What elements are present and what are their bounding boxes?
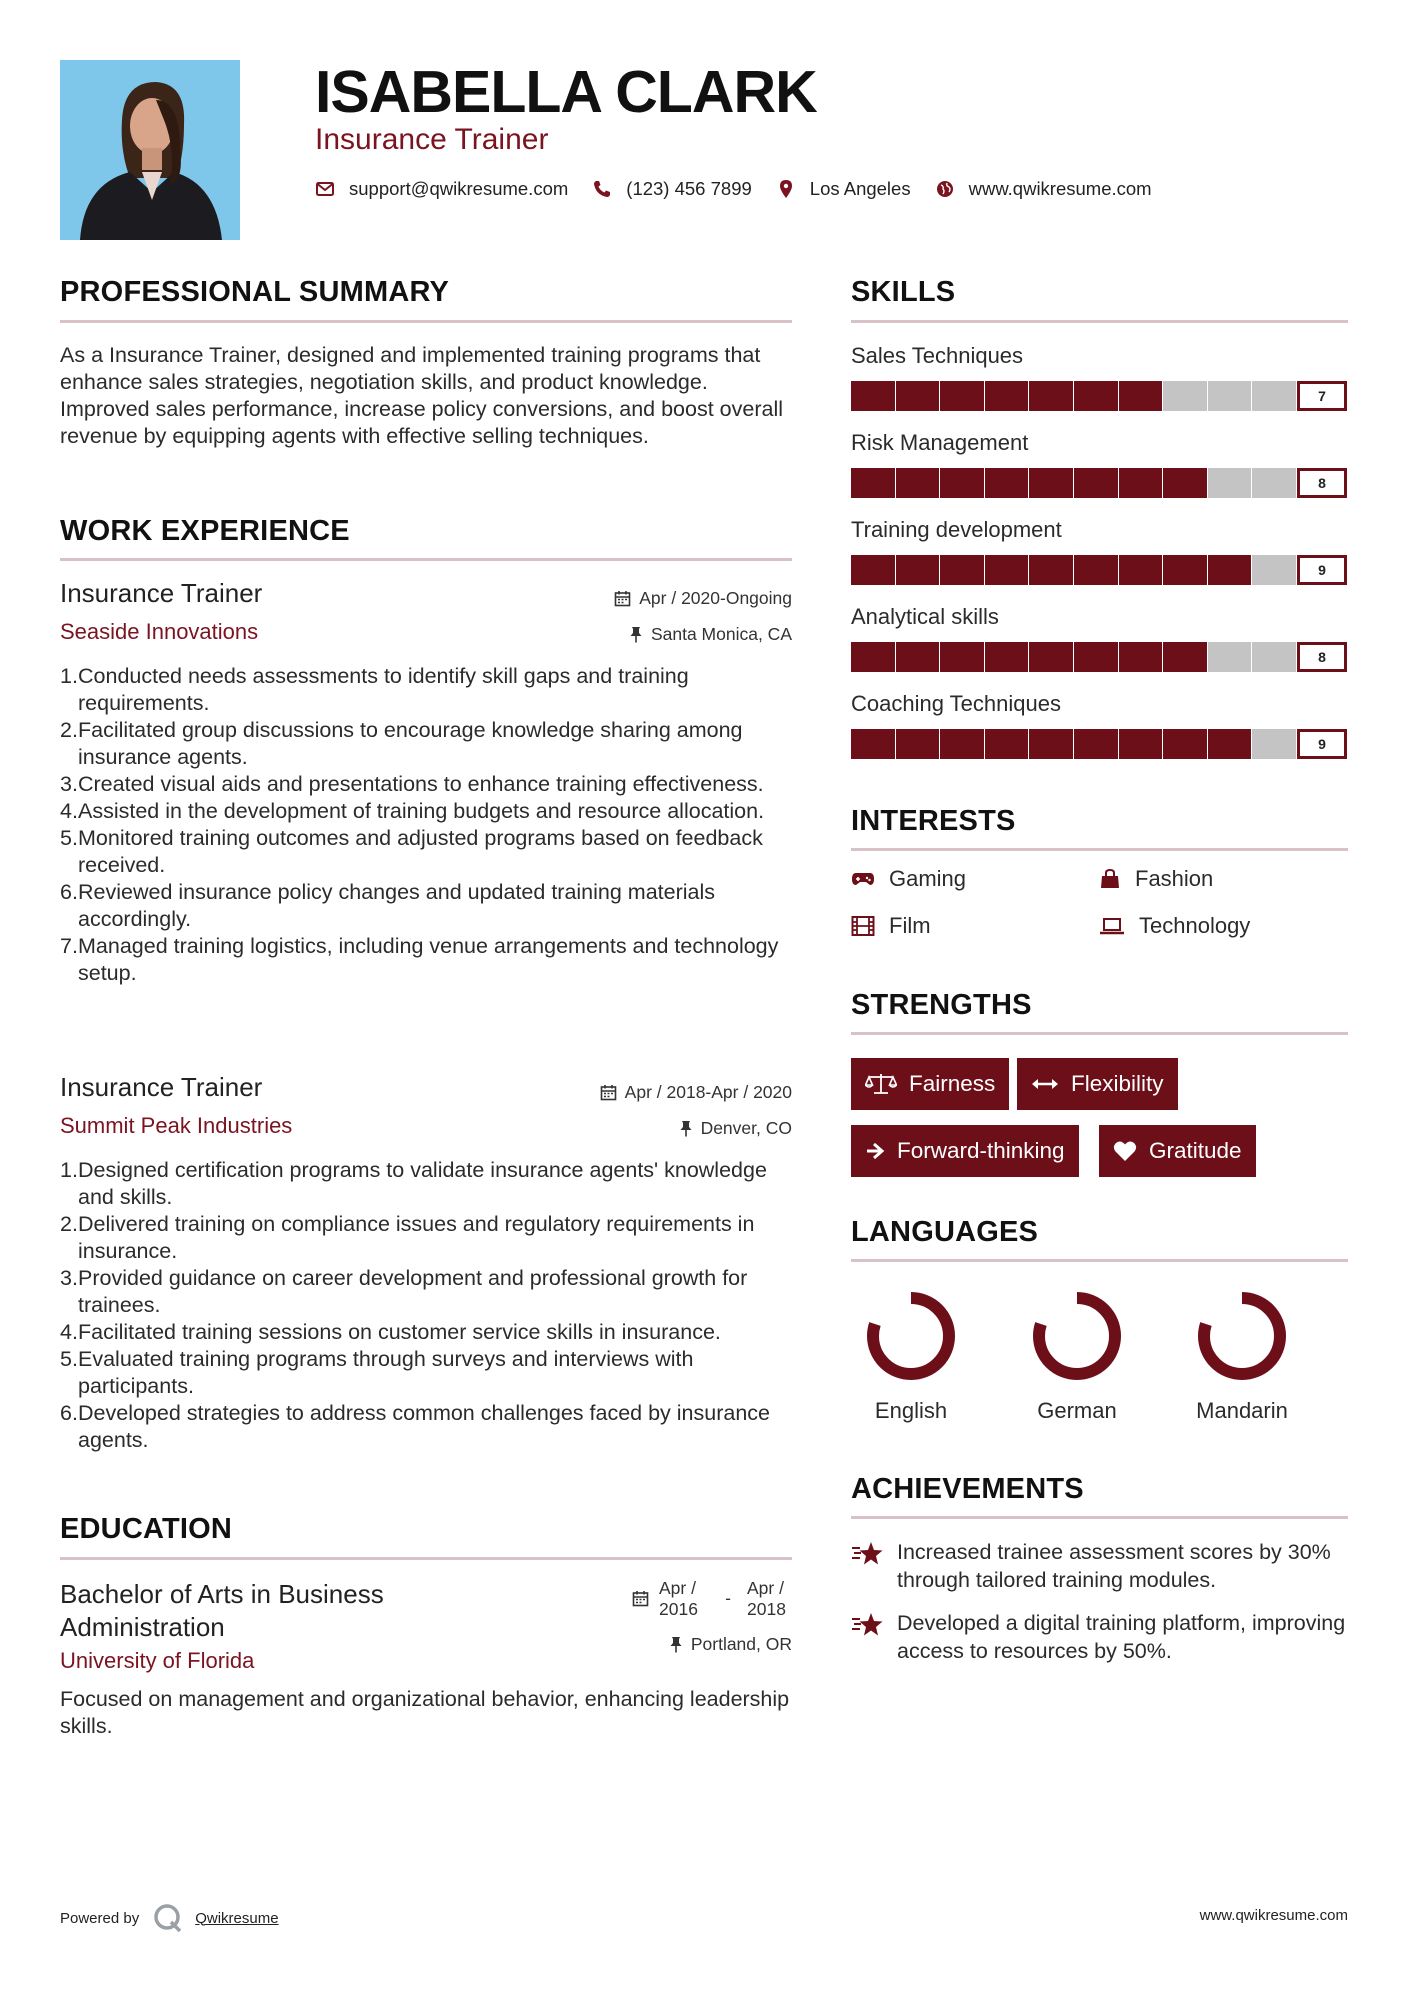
job-bullets — [60, 663, 792, 987]
strength-badge: Forward-thinking — [851, 1125, 1079, 1177]
contact-website[interactable]: www.qwikresume.com — [968, 178, 1152, 199]
list-item: 1. Designed certification programs to validate insurance agents' knowledge and skills. — [60, 1158, 767, 1209]
contact-bar — [315, 178, 1176, 200]
language-item — [851, 1286, 971, 1424]
skill-segment-filled — [1163, 555, 1207, 585]
skill-segment-filled — [1119, 381, 1163, 411]
skill-segment-filled — [1029, 381, 1073, 411]
skill-segment-empty — [1252, 381, 1296, 411]
skills-divider — [851, 320, 1348, 323]
skill-segment-empty — [1163, 381, 1207, 411]
calendar-icon — [614, 590, 631, 607]
skill-segment-filled — [851, 642, 895, 672]
list-item: 4. Assisted in the development of training budgets and resource allocation. — [60, 799, 765, 823]
phone-icon — [592, 179, 612, 199]
interests-heading: INTERESTS — [851, 805, 1016, 837]
candidate-name: ISABELLA CLARK — [315, 59, 817, 125]
school: University of Florida — [60, 1648, 255, 1673]
skill-level-box: 8 — [1297, 642, 1347, 672]
job-entry — [60, 1072, 792, 1454]
pin-icon — [669, 1636, 683, 1653]
footer-brand-link[interactable]: Qwikresume — [195, 1909, 279, 1927]
skill-level-box: 8 — [1297, 468, 1347, 498]
skill-level-box: 7 — [1297, 381, 1347, 411]
calendar-icon — [600, 1084, 617, 1101]
skill-segment-filled — [1119, 729, 1163, 759]
skill-segment-filled — [1163, 729, 1207, 759]
list-item: 5. Evaluated training programs through surveys and interviews with participants. — [60, 1347, 694, 1398]
list-item: 6. Developed strategies to address common challenges faced by insurance agents. — [60, 1401, 770, 1452]
skill-segment-filled — [1119, 642, 1163, 672]
list-item: 2. Delivered training on compliance issues and regulatory requirements in insurance. — [60, 1212, 755, 1263]
skill-segment-filled — [851, 729, 895, 759]
skill-segment-filled — [896, 642, 940, 672]
skill-bar — [851, 729, 1347, 759]
skill-segment-filled — [896, 555, 940, 585]
arrow-right-icon — [865, 1141, 885, 1161]
job-dates-text: Apr / 2018-Apr / 2020 — [624, 1082, 792, 1102]
contact-phone[interactable]: (123) 456 7899 — [626, 178, 752, 199]
list-item: 4. Facilitated training sessions on customer service skills in insurance. — [60, 1320, 721, 1344]
interest-item: Gaming — [851, 866, 966, 892]
skill-segment-filled — [985, 555, 1029, 585]
language-item — [1182, 1286, 1302, 1424]
language-name: English — [874, 1398, 948, 1423]
education-dates: Apr / 2016 - Apr / 2018 — [632, 1578, 792, 1620]
language-ring — [861, 1286, 961, 1386]
star-icon — [851, 1611, 885, 1637]
skill-segment-filled — [1119, 555, 1163, 585]
summary-divider — [60, 320, 792, 323]
star-icon — [851, 1540, 885, 1566]
list-item: 2. Facilitated group discussions to encourage knowledge sharing among insurance agents. — [60, 718, 743, 769]
skill-segment-filled — [940, 555, 984, 585]
skill-segment-filled — [1074, 381, 1118, 411]
job-dates — [600, 1082, 792, 1103]
skill-segment-filled — [896, 468, 940, 498]
job-entry — [60, 578, 792, 987]
skill-segment-empty — [1252, 468, 1296, 498]
degree: Bachelor of Arts in Business Administration — [60, 1579, 384, 1642]
list-item: 6. Reviewed insurance policy changes and updated training materials accordingly. — [60, 880, 716, 931]
arrows-horizontal-icon — [1031, 1076, 1059, 1092]
contact-email[interactable]: support@qwikresume.com — [349, 178, 569, 199]
education-entry — [60, 1578, 792, 1740]
list-item: 7. Managed training logistics, including venue arrangements and technology setup. — [60, 934, 779, 985]
list-item: 1. Conducted needs assessments to identify skill gaps and training requirements. — [60, 664, 689, 715]
achievement-item: Developed a digital training platform, improving access to resources by 50%. — [851, 1609, 1348, 1665]
job-title: Insurance Trainer — [60, 578, 263, 608]
skill-segment-filled — [896, 729, 940, 759]
skill-segment-filled — [851, 555, 895, 585]
map-marker-icon — [776, 179, 796, 199]
strength-badge: Fairness — [851, 1058, 1009, 1110]
heart-icon — [1113, 1140, 1137, 1162]
skill-segment-filled — [1119, 468, 1163, 498]
skill-segment-empty — [1208, 642, 1252, 672]
strengths-heading: STRENGTHS — [851, 989, 1032, 1021]
skill-segment-filled — [1163, 468, 1207, 498]
education-divider — [60, 1557, 792, 1560]
skill-segment-empty — [1208, 468, 1252, 498]
pin-icon — [679, 1120, 693, 1137]
skill-segment-filled — [985, 381, 1029, 411]
skill-level-box: 9 — [1297, 555, 1347, 585]
job-company: Summit Peak Industries — [60, 1113, 293, 1138]
skill-segment-filled — [1074, 468, 1118, 498]
skill-label: Coaching Techniques — [851, 691, 1061, 716]
language-ring — [1027, 1286, 1127, 1386]
language-ring-arc — [1204, 1298, 1280, 1374]
skill-segment-filled — [851, 468, 895, 498]
language-ring-arc — [1039, 1298, 1115, 1374]
qwikresume-logo-icon — [153, 1903, 183, 1933]
candidate-title: Insurance Trainer — [315, 123, 549, 156]
skill-label: Sales Techniques — [851, 343, 1024, 368]
skill-segment-filled — [1208, 555, 1252, 585]
skill-bar — [851, 381, 1347, 411]
skill-bar — [851, 642, 1347, 672]
experience-heading: WORK EXPERIENCE — [60, 515, 350, 547]
achievements-divider — [851, 1516, 1348, 1519]
job-dates-text: Apr / 2020-Ongoing — [639, 588, 792, 608]
languages-heading: LANGUAGES — [851, 1216, 1039, 1248]
skill-segment-filled — [1029, 642, 1073, 672]
contact-location: Los Angeles — [809, 178, 911, 199]
skill-segment-filled — [940, 468, 984, 498]
skill-bar — [851, 555, 1347, 585]
achievements-heading: ACHIEVEMENTS — [851, 1473, 1084, 1505]
strengths-divider — [851, 1032, 1348, 1035]
skills-heading: SKILLS — [851, 276, 956, 308]
job-location-text: Denver, CO — [700, 1118, 792, 1138]
shopping-bag-icon — [1099, 868, 1121, 890]
skill-segment-filled — [1074, 729, 1118, 759]
interest-item: Film — [851, 913, 931, 939]
skill-segment-filled — [985, 468, 1029, 498]
skill-segment-filled — [1029, 555, 1073, 585]
list-item: 5. Monitored training outcomes and adjusted programs based on feedback received. — [60, 826, 763, 877]
skill-segment-filled — [940, 381, 984, 411]
job-title: Insurance Trainer — [60, 1072, 263, 1102]
summary-heading: PROFESSIONAL SUMMARY — [60, 276, 450, 308]
skill-segment-empty — [1208, 381, 1252, 411]
skill-bar — [851, 468, 1347, 498]
skill-segment-filled — [851, 381, 895, 411]
skill-segment-filled — [896, 381, 940, 411]
interest-item: Technology — [1099, 913, 1250, 939]
pin-icon — [629, 626, 643, 643]
job-bullets — [60, 1157, 792, 1454]
skill-segment-filled — [1074, 555, 1118, 585]
language-ring-arc — [873, 1298, 949, 1374]
globe-icon — [935, 179, 955, 199]
skill-segment-empty — [1252, 642, 1296, 672]
strength-badge: Gratitude — [1099, 1125, 1256, 1177]
list-item: 3. Created visual aids and presentations to enhance training effectiveness. — [60, 772, 764, 796]
skill-segment-filled — [1208, 729, 1252, 759]
language-name: German — [1037, 1398, 1117, 1423]
job-location — [614, 624, 792, 645]
skill-level-box: 9 — [1297, 729, 1347, 759]
languages-divider — [851, 1259, 1348, 1262]
profile-photo — [60, 60, 240, 240]
language-item — [1017, 1286, 1137, 1424]
skill-label: Training development — [851, 517, 1062, 542]
interest-item: Fashion — [1099, 866, 1213, 892]
skill-segment-filled — [1029, 729, 1073, 759]
film-icon — [851, 915, 875, 937]
skill-segment-filled — [985, 729, 1029, 759]
footer-website[interactable]: www.qwikresume.com — [1199, 1907, 1348, 1924]
strength-badge: Flexibility — [1017, 1058, 1178, 1110]
language-ring — [1192, 1286, 1292, 1386]
calendar-icon — [632, 1590, 649, 1607]
skill-segment-filled — [940, 729, 984, 759]
summary-text: As a Insurance Trainer, designed and implemented training programs that enhance sales strategies, negotiation skills, and product knowledge. Improved sales performance, increase policy conversions, and boost overall revenue by equipping agents with effective selling techniques. — [60, 343, 784, 448]
envelope-icon — [315, 179, 335, 199]
education-description: Focused on management and organizational behavior, enhancing leadership skills. — [60, 1687, 790, 1738]
skill-segment-filled — [940, 642, 984, 672]
skill-segment-filled — [985, 642, 1029, 672]
job-location — [600, 1118, 792, 1139]
skill-segment-filled — [1163, 642, 1207, 672]
education-location: Portland, OR — [632, 1634, 792, 1655]
skill-segment-empty — [1252, 555, 1296, 585]
achievement-item: Increased trainee assessment scores by 30% through tailored training modules. — [851, 1538, 1348, 1594]
laptop-icon — [1099, 916, 1125, 936]
job-company: Seaside Innovations — [60, 619, 259, 644]
skill-label: Risk Management — [851, 430, 1029, 455]
interests-divider — [851, 848, 1348, 851]
education-heading: EDUCATION — [60, 1513, 233, 1545]
list-item: 3. Provided guidance on career development and professional growth for trainees. — [60, 1266, 748, 1317]
job-dates — [614, 588, 792, 609]
gamepad-icon — [851, 870, 875, 888]
footer-powered: Powered by Qwikresume — [60, 1903, 279, 1933]
skill-label: Analytical skills — [851, 604, 999, 629]
skill-segment-filled — [1029, 468, 1073, 498]
balance-scale-icon — [865, 1072, 897, 1096]
language-name: Mandarin — [1196, 1398, 1288, 1423]
job-location-text: Santa Monica, CA — [650, 624, 792, 644]
experience-divider — [60, 558, 792, 561]
skill-segment-filled — [1074, 642, 1118, 672]
skill-segment-empty — [1252, 729, 1296, 759]
